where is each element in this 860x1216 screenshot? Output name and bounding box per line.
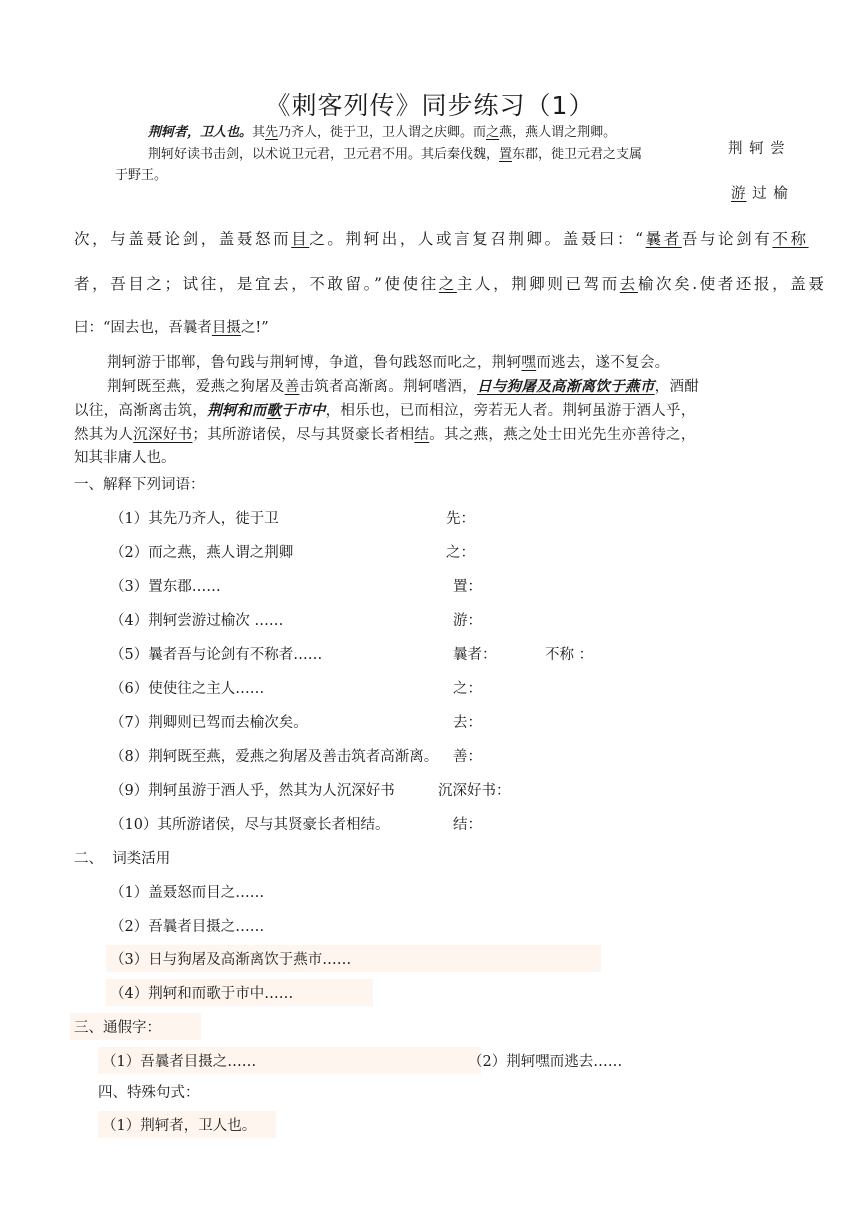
question-1: （1）其先乃齐人，徙于卫 [110, 511, 279, 527]
question-2: （2）而之燕，燕人谓之荆卿 [110, 545, 294, 561]
section-4-heading: 四、特殊句式： [98, 1085, 200, 1101]
passage-line-4 [74, 227, 809, 249]
section-2-item-1: （1）盖聂怒而目之…… [110, 885, 265, 901]
underlined-word: 置 [499, 147, 513, 162]
passage-text: 次，与盖聂论剑，盖聂怒而 [74, 230, 292, 248]
passage-line-11: 知其非庸人也。 [74, 450, 176, 466]
passage-text: 燕，燕人谓之荆卿。 [499, 125, 617, 140]
question-10: （10）其所游诸侯，尽与其贤豪长者相结。 [110, 817, 390, 833]
underlined-word: 结 [414, 427, 430, 443]
passage-text: 而逃去，遂不复会。 [536, 355, 670, 371]
passage-text: 曰：“固去也，吾曩者 [74, 320, 212, 336]
side-text-1: 荆 轲 尝 [728, 141, 786, 157]
answer-label-4: 游： [453, 613, 482, 629]
section-3-item-2: （2）荆轲嘿而逃去…… [468, 1054, 623, 1070]
question-7: （7）荆卿则已驾而去榆次矣。 [110, 715, 308, 731]
answer-label-5b: 不称 ： [545, 647, 594, 663]
page-title: 《刺客列传》同步练习（1） [265, 91, 595, 120]
passage-text: ，酒酣 [654, 379, 700, 395]
answer-label-7: 去： [453, 715, 482, 731]
answer-label-1: 先： [446, 511, 475, 527]
bold-italic-phrase: 荆轲和而 [207, 402, 267, 419]
passage-text: ，相乐也，已而相泣，旁若无人者。荆轲虽游于酒人乎， [325, 403, 696, 419]
question-3: （3）置东郡…… [110, 579, 221, 595]
section-2-heading: 二、 词类活用 [74, 851, 171, 867]
answer-label-9: 沉深好书： [438, 783, 511, 799]
passage-text: 击筑者高渐离。荆轲嗜酒， [299, 379, 478, 395]
section-1-heading: 一、解释下列词语： [74, 477, 205, 493]
passage-text: 之。荆轲出，人或言复召荆卿。盖聂曰：“ [309, 230, 646, 248]
passage-text: 荆轲游于邯郸，鲁句践与荆轲博，争道，鲁句践怒而叱之，荆轲 [107, 355, 522, 371]
section-3-heading: 三、通假字： [70, 1013, 201, 1040]
passage-line-7 [107, 351, 669, 372]
passage-text: 乃齐人，徙于卫，卫人谓之庆卿。而 [278, 125, 487, 140]
question-4: （4）荆轲尝游过榆次 …… [110, 613, 284, 629]
passage-text: 然其为人 [74, 427, 134, 443]
passage-line-10 [74, 423, 696, 444]
passage-line-3: 于野王。 [115, 168, 168, 183]
passage-text: 之!” [240, 320, 269, 336]
passage-line-2 [148, 143, 642, 162]
passage-text: 过 榆 [752, 186, 789, 202]
passage-text: 吾与论剑有 [681, 230, 773, 248]
answer-label-2: 之： [446, 545, 475, 561]
section-2-item-4: （4）荆轲和而歌于市中…… [106, 979, 373, 1006]
answer-label-6: 之： [453, 681, 482, 697]
underlined-word: 游 [731, 186, 747, 202]
bold-italic-phrase: 于市中 [281, 402, 326, 419]
underlined-word: 目 [291, 230, 310, 248]
passage-text: 主人，荆卿则已驾而 [456, 275, 620, 293]
passage-line-6 [74, 316, 269, 337]
underlined-word: 之 [486, 125, 500, 140]
question-9: （9）荆轲虽游于酒人乎，然其为人沉深好书 [110, 783, 395, 799]
answer-label-3: 置： [453, 579, 482, 595]
section-3-item-1: （1）吾曩者目摄之…… [98, 1047, 481, 1074]
passage-line-8 [107, 375, 699, 396]
underlined-word: 曩者 [645, 230, 682, 248]
underlined-word: 先 [265, 125, 279, 140]
passage-text: 其 [252, 125, 266, 140]
bold-italic-phrase: 日与狗屠及高渐离饮于燕市 [477, 378, 655, 395]
passage-line-5 [74, 272, 826, 294]
underlined-word: 之 [438, 275, 457, 293]
question-5: （5）曩者吾与论剑有不称者…… [110, 647, 323, 663]
section-2-item-2: （2）吾曩者目摄之…… [110, 919, 265, 935]
passage-text: 荆轲既至燕，爱燕之狗屠及 [107, 379, 285, 395]
underlined-word: 歌 [266, 402, 282, 419]
underlined-word: 沉深好书 [133, 427, 193, 443]
passage-text: ；其所游诸侯，尽与其贤豪长者相 [192, 427, 415, 443]
side-text-2 [731, 182, 789, 203]
passage-text: 者，吾目之；试往，是宜去，不敢留。”使使往 [74, 275, 439, 293]
underlined-word: 不称 [772, 230, 809, 248]
section-2-item-3: （3）日与狗屠及高渐离饮于燕市…… [106, 945, 601, 972]
answer-label-5a: 曩者： [453, 647, 497, 663]
section-4-item-1: （1）荆轲者，卫人也。 [98, 1111, 276, 1138]
passage-line-1 [148, 121, 616, 140]
passage-text: 。其之燕，燕之处士田光先生亦善待之， [429, 427, 696, 443]
answer-label-10: 结： [453, 817, 482, 833]
passage-text: 榆次矣.使者还报，盖聂 [637, 275, 827, 293]
passage-text: 以往，高渐离击筑， [74, 403, 208, 419]
question-8: （8）荆轲既至燕，爱燕之狗屠及善击筑者高渐离。 [110, 749, 439, 765]
underlined-word: 去 [619, 275, 638, 293]
passage-line-9 [74, 399, 696, 420]
passage-text: 东郡，徙卫元君之支属 [512, 147, 643, 162]
underlined-word: 善 [284, 379, 300, 395]
underlined-word: 目摄 [211, 320, 241, 336]
passage-bold-phrase: 荆轲者，卫人也。 [148, 125, 253, 140]
answer-label-8: 善： [453, 749, 482, 765]
underlined-word: 嘿 [521, 355, 537, 371]
passage-text: 荆轲好读书击剑，以术说卫元君，卫元君不用。其后秦伐魏， [148, 147, 500, 162]
question-6: （6）使使往之主人…… [110, 681, 265, 697]
